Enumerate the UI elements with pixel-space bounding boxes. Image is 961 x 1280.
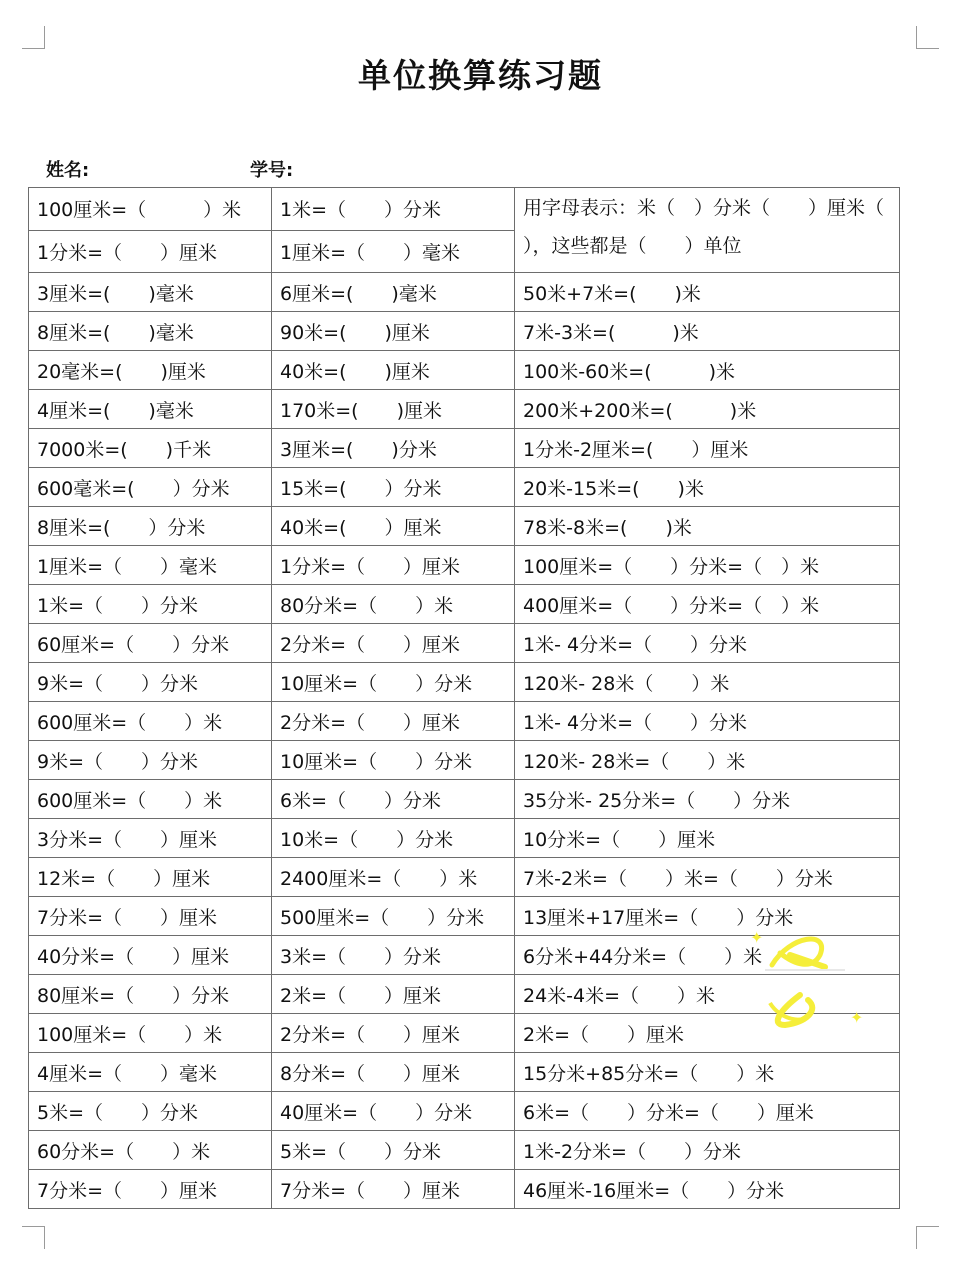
table-row [29,468,900,507]
problem-cell: 8分米=（ ）厘米 [272,1053,515,1092]
problem-cell: 120米- 28米=（ ）米 [515,741,900,780]
crop-mark-top-left [22,26,45,49]
problem-cell: 200米+200米=( )米 [515,390,900,429]
letter-notation-cell [515,188,900,273]
table-row [29,507,900,546]
problem-cell: 7米-2米=（ ）米=（ ）分米 [515,858,900,897]
problem-cell: 1米- 4分米=（ ）分米 [515,702,900,741]
problem-cell: 400厘米=（ ）分米=（ ）米 [515,585,900,624]
svg-text:✦: ✦ [750,928,764,947]
problem-cell: 40厘米=（ ）分米 [272,1092,515,1131]
problem-cell: 8厘米=( ）分米 [29,507,272,546]
problem-cell: 1米- 4分米=（ ）分米 [515,624,900,663]
problem-cell: 15米=( ）分米 [272,468,515,507]
problem-cell: 100厘米=（ ）分米=（ ）米 [515,546,900,585]
problem-cell: 9米=（ ）分米 [29,741,272,780]
student-id-label: 学号: [250,160,294,181]
problem-cell: 7分米=（ ）厘米 [29,1170,272,1209]
problem-cell: 60分米=（ ）米 [29,1131,272,1170]
table-row [29,585,900,624]
problem-cell: 24米-4米=（ ）米 [515,975,900,1014]
table-row [29,897,900,936]
problem-cell: 3厘米=( )毫米 [29,273,272,312]
table-row [29,741,900,780]
problem-cell: 3分米=（ ）厘米 [29,819,272,858]
table-row [29,936,900,975]
problem-cell: 6厘米=( )毫米 [272,273,515,312]
problem-cell: 3厘米=( )分米 [272,429,515,468]
name-label: 姓名: [46,160,90,181]
problem-cell: 5米=（ ）分米 [272,1131,515,1170]
crop-mark-bottom-right [916,1226,939,1249]
problem-cell: 2米=（ ）厘米 [272,975,515,1014]
letter-notation-line-1: 用字母表示：米（ ）分米（ ）厘米（ [523,197,885,219]
problem-cell: 100厘米=（ ）米 [29,188,272,231]
problem-cell: 500厘米=（ ）分米 [272,897,515,936]
table-row [29,819,900,858]
problem-cell: 8厘米=( )毫米 [29,312,272,351]
problem-cell: 7000米=( )千米 [29,429,272,468]
problem-cell: 10米=（ ）分米 [272,819,515,858]
problem-cell: 40米=( )厘米 [272,351,515,390]
problem-cell: 60厘米=（ ）分米 [29,624,272,663]
table-row [29,780,900,819]
problem-cell: 80分米=（ ）米 [272,585,515,624]
table-row [29,1170,900,1209]
table-row [29,546,900,585]
problem-cell: 100米-60米=( )米 [515,351,900,390]
problem-cell: 20米-15米=( )米 [515,468,900,507]
table-row [29,390,900,429]
problem-cell: 80厘米=（ ）分米 [29,975,272,1014]
problem-cell: 2400厘米=（ ）米 [272,858,515,897]
problem-cell: 15分米+85分米=（ ）米 [515,1053,900,1092]
crop-mark-top-right [916,26,939,49]
table-row [29,188,900,231]
problem-cell: 3米=（ ）分米 [272,936,515,975]
table-row [29,858,900,897]
table-row [29,1014,900,1053]
problem-cell: 20毫米=( )厘米 [29,351,272,390]
exercise-table [28,187,900,1209]
problem-cell: 4厘米=( )毫米 [29,390,272,429]
problem-cell: 5米=（ ）分米 [29,1092,272,1131]
table-row [29,312,900,351]
problem-cell: 10分米=（ ）厘米 [515,819,900,858]
letter-notation-line-2: ），这些都是（ ）单位 [523,235,742,257]
problem-cell: 2分米=（ ）厘米 [272,702,515,741]
table-row [29,663,900,702]
problem-cell: 600厘米=（ ）米 [29,702,272,741]
problem-cell: 1米-2分米=（ ）分米 [515,1131,900,1170]
problem-cell: 4厘米=（ ）毫米 [29,1053,272,1092]
problem-cell: 13厘米+17厘米=（ ）分米 [515,897,900,936]
problem-cell: 35分米- 25分米=（ ）分米 [515,780,900,819]
problem-cell: 10厘米=（ ）分米 [272,741,515,780]
table-row [29,351,900,390]
problem-cell: 1厘米=（ ）毫米 [29,546,272,585]
problem-cell: 9米=（ ）分米 [29,663,272,702]
problem-cell: 6米=（ ）分米 [272,780,515,819]
problem-cell: 1分米-2厘米=( ）厘米 [515,429,900,468]
problem-cell: 7米-3米=( )米 [515,312,900,351]
table-row [29,429,900,468]
problem-cell: 1厘米=（ ）毫米 [272,230,515,273]
table-row [29,273,900,312]
problem-cell: 2米=（ ）厘米 [515,1014,900,1053]
problem-cell: 1分米=（ ）厘米 [29,230,272,273]
problem-cell: 120米- 28米（ ）米 [515,663,900,702]
problem-cell: 7分米=（ ）厘米 [29,897,272,936]
problem-cell: 1分米=（ ）厘米 [272,546,515,585]
problem-cell: 12米=（ ）厘米 [29,858,272,897]
table-row [29,1092,900,1131]
problem-cell: 600厘米=（ ）米 [29,780,272,819]
page-title: 单位换算练习题 [358,56,603,95]
problem-cell: 170米=( )厘米 [272,390,515,429]
problem-cell: 2分米=（ ）厘米 [272,624,515,663]
problem-cell: 2分米=（ ）厘米 [272,1014,515,1053]
problem-cell: 6米=（ ）分米=（ ）厘米 [515,1092,900,1131]
problem-cell: 46厘米-16厘米=（ ）分米 [515,1170,900,1209]
table-row [29,624,900,663]
problem-cell: 6分米+44分米=（ ）米 [515,936,900,975]
problem-cell: 40分米=（ ）厘米 [29,936,272,975]
problem-cell: 10厘米=（ ）分米 [272,663,515,702]
table-row [29,1131,900,1170]
problem-cell: 78米-8米=( )米 [515,507,900,546]
problem-cell: 40米=( ）厘米 [272,507,515,546]
crop-mark-bottom-left [22,1226,45,1249]
problem-cell: 50米+7米=( )米 [515,273,900,312]
problem-cell: 1米=（ ）分米 [29,585,272,624]
problem-cell: 90米=( )厘米 [272,312,515,351]
problem-cell: 600毫米=( ）分米 [29,468,272,507]
problem-cell: 1米=（ ）分米 [272,188,515,231]
problem-cell: 7分米=（ ）厘米 [272,1170,515,1209]
svg-text:✦: ✦ [850,1008,864,1027]
table-row [29,1053,900,1092]
table-row [29,975,900,1014]
problem-cell: 100厘米=（ ）米 [29,1014,272,1053]
table-row [29,702,900,741]
